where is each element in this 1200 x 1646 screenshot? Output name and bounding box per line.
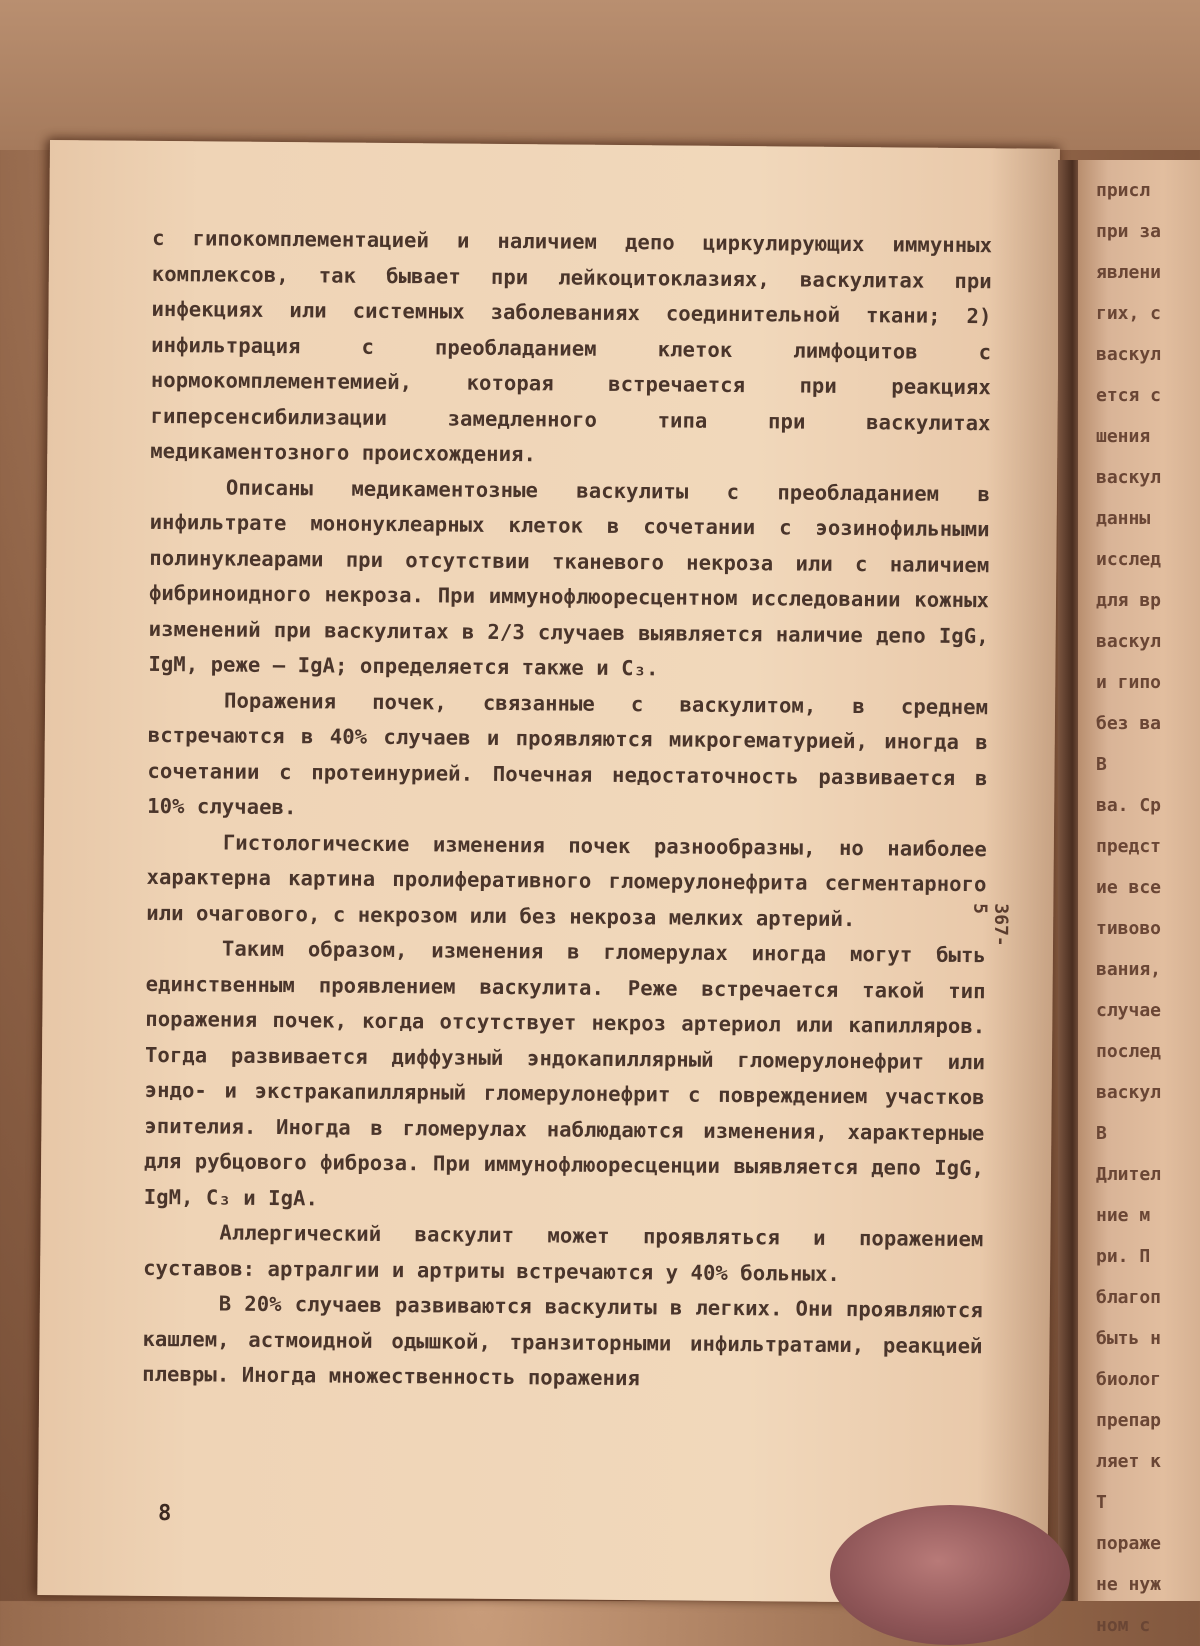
- facing-page-line: васкул: [1096, 467, 1162, 488]
- facing-page-line: пораже: [1096, 1533, 1162, 1554]
- facing-page-line: васкул: [1096, 631, 1162, 652]
- facing-page-line: гих, с: [1096, 303, 1162, 324]
- facing-page-line: и гипо: [1096, 672, 1162, 693]
- facing-page-line: данны: [1096, 508, 1151, 529]
- paragraph: Описаны медикаментозные васкулиты с преобладанием в инфильтрате мононуклеарных клеток в сочетании с эозинофильными полинуклеарами при отсутствии тканевого некроза или с наличием фибриноидного некроза. При иммунофлюоресцентном исследовании кожных изменений при васкулитах в 2/3 случаев выявляется наличие депо IgG, IgM, реже – IgA; определяется также и C₃.: [148, 475, 991, 681]
- paragraph: В 20% случаев развиваются васкулиты в легких. Они проявляются кашлем, астмоидной одышкой, транзиторными инфильтратами, реакцией плевры. Иногда множественность поражения: [142, 1291, 983, 1391]
- facing-page-line: быть н: [1096, 1328, 1162, 1349]
- facing-page-line: явлени: [1096, 262, 1162, 283]
- page-text: [142, 221, 992, 1400]
- paragraph: Аллергический васкулит может проявляться и поражением суставов: артралгии и артриты встречаются у 40% больных.: [143, 1220, 984, 1286]
- thumb: [830, 1505, 1070, 1645]
- facing-page-line: ние м: [1096, 1205, 1151, 1226]
- paragraph: Поражения почек, связанные с васкулитом, в среднем встречаются в 40% случаев и проявляются микрогематурией, иногда в сочетании с протеинурией. Почечная недостаточность развивается в 10% случаев.: [147, 688, 989, 820]
- facing-page-line: случае: [1096, 1000, 1162, 1021]
- book-page: [37, 140, 1060, 1604]
- facing-page-line: благоп: [1096, 1287, 1162, 1308]
- facing-page-line: В: [1096, 754, 1107, 775]
- facing-page-line: ие все: [1096, 877, 1162, 898]
- facing-page-line: ри. П: [1096, 1246, 1151, 1267]
- facing-page-line: тивово: [1096, 918, 1162, 939]
- facing-page-line: вания,: [1096, 959, 1162, 980]
- margin-note: 367-5: [969, 903, 1012, 947]
- facing-page-line: не нуж: [1096, 1574, 1162, 1595]
- page-number: 8: [157, 1500, 172, 1527]
- facing-page: [1078, 160, 1200, 1636]
- facing-page-line: васкул: [1096, 1082, 1162, 1103]
- paragraph: Таким образом, изменения в гломерулах иногда могут быть единственным проявлением васкулита. Реже встречается такой тип поражения почек, когда отсутствует некроз артериол или капилляров. Тогда развивается диффузный эндокапиллярный гломерулонефрит или эндо- и экстракапиллярный гломерулонефрит с повреждением участков эпителия. Иногда в гломерулах наблюдаются изменения, характерные для рубцового фиброза. При иммунофлюоресценции выявляется депо IgG, IgM, C₃ и IgA.: [143, 936, 987, 1210]
- facing-page-line: препар: [1096, 1410, 1162, 1431]
- facing-page-line: Длител: [1096, 1164, 1162, 1185]
- facing-page-line: при за: [1096, 221, 1162, 242]
- facing-page-line: предст: [1096, 836, 1162, 857]
- paragraph: Гистологические изменения почек разнообразны, но наиболее характерна картина пролиферативного гломерулонефрита сегментарного или очагового, с некрозом или без некроза мелких артерий.: [146, 830, 987, 931]
- facing-page-line: ется с: [1096, 385, 1162, 406]
- facing-page-line: шения: [1096, 426, 1151, 447]
- background-top: [0, 0, 1200, 150]
- facing-page-line: исслед: [1096, 549, 1162, 570]
- facing-page-text: [1096, 170, 1161, 1646]
- facing-page-line: васкул: [1096, 344, 1162, 365]
- facing-page-line: присл: [1096, 180, 1151, 201]
- facing-page-line: ва. Ср: [1096, 795, 1162, 816]
- facing-page-line: послед: [1096, 1041, 1162, 1062]
- facing-page-line: ляет к: [1096, 1451, 1162, 1472]
- facing-page-line: для вр: [1096, 590, 1162, 611]
- facing-page-line: без ва: [1096, 713, 1162, 734]
- paragraph: с гипокомплементацией и наличием депо циркулирующих иммунных комплексов, так бывает при лейкоцитоклазиях, васкулитах при инфекциях или системных заболеваниях соединительной ткани; 2) инфильтрация с преобладанием клеток лимфоцитов с нормокомплементемией, которая встречается при реакциях гиперсенсибилизации замедленного типа при васкулитах медикаментозного происхождения.: [150, 225, 993, 467]
- facing-page-line: биолог: [1096, 1369, 1162, 1390]
- facing-page-line: ном с: [1096, 1615, 1151, 1636]
- facing-page-line: В: [1096, 1123, 1107, 1144]
- facing-page-line: Т: [1096, 1492, 1107, 1513]
